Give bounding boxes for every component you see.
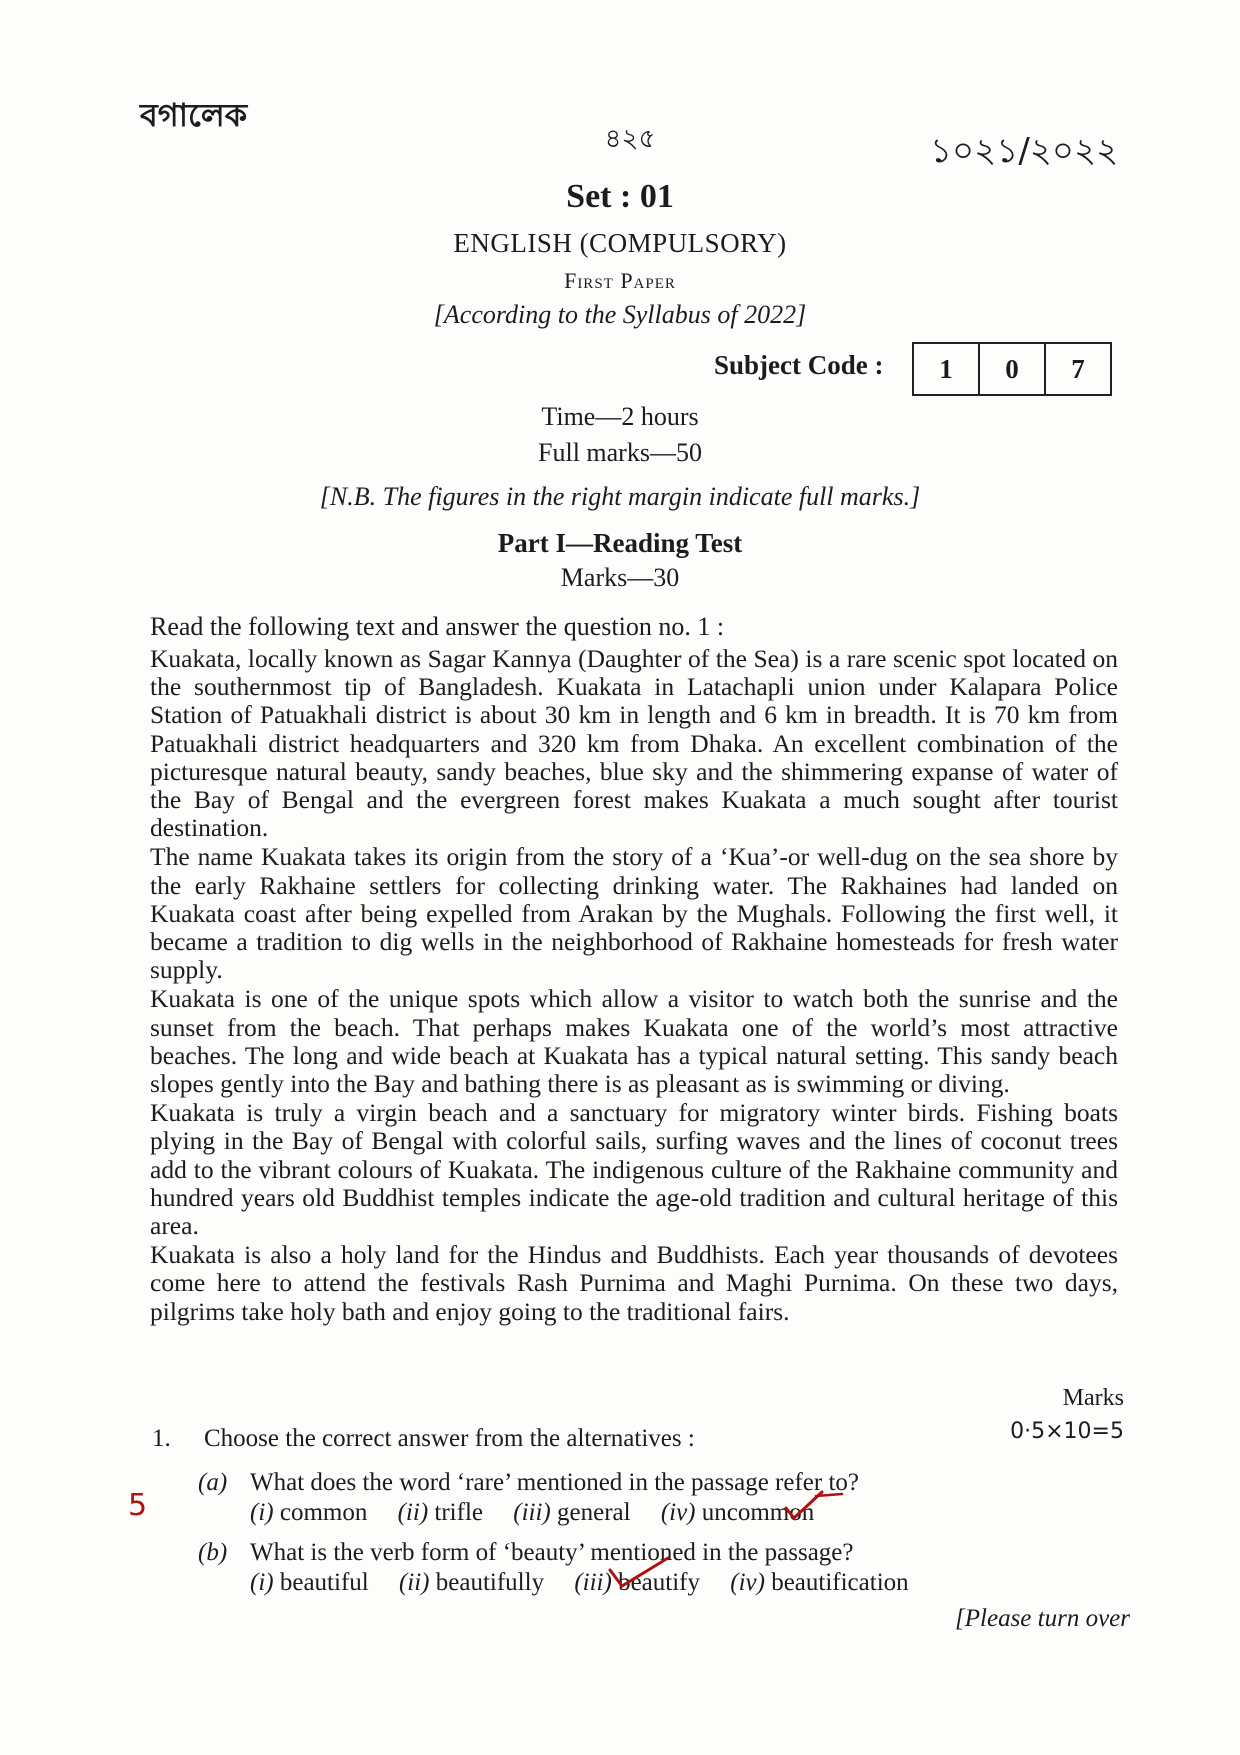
passage-paragraph: Kuakata is one of the unique spots which allow a visitor to watch both the sunrise and the sunset from the beach. That perhaps makes Kuakata one of the world’s most attractive beaches. The long and wide beach at Kuakata has a typical natural setting. This sandy beach slopes gently into the Bay and bathing there is as pleasant as is swimming or diving. — [150, 984, 1118, 1099]
sub-question-label: (b) — [198, 1539, 228, 1566]
exam-code: ১০২১/২০২২ — [930, 131, 1119, 171]
sub-question-text: What does the word ‘rare’ mentioned in the passage refer to? — [250, 1469, 859, 1496]
option-list — [198, 1498, 859, 1528]
part-marks: Marks—30 — [560, 563, 680, 592]
option-1b-ii: (ii) beautifully — [398, 1569, 545, 1596]
option-1b-i: (i) beautiful — [250, 1569, 369, 1596]
check-mark-icon — [782, 1486, 852, 1522]
passage-paragraph: The name Kuakata takes its origin from the story of a ‘Kua’-or well-dug on the sea shore by the early Rakhaine settlers for collecting drinking water. The Rakhaines had landed on Kuakata coast after being expelled from Arakan by the Mughals. Following the first well, it became a tradition to dig wells in the neighborhood of Rakhaine homesteads for fresh water supply. — [150, 842, 1118, 985]
subject-title: ENGLISH (COMPULSORY) — [453, 228, 787, 258]
question-1b — [198, 1538, 933, 1598]
exam-time: Time—2 hours — [541, 402, 699, 431]
check-mark-icon — [606, 1554, 676, 1592]
handwritten-score: 5 — [128, 1488, 148, 1523]
turn-over-note: [Please turn over — [955, 1605, 1130, 1632]
syllabus-note: [According to the Syllabus of 2022] — [433, 300, 807, 329]
passage-paragraph: Kuakata, locally known as Sagar Kannya (Daughter of the Sea) is a rare scenic spot located on the southernmost tip of Bangladesh. Kuakata in Latachapli union under Kalapara Police Station of Patuakhali district is about 30 km in length and 6 km in breadth. It is 70 km from Patuakhali district headquarters and 320 km from Dhaka. An excellent combination of the picturesque natural beauty, sandy beaches, blue sky and the shimmering expanse of water of the Bay of Bengal and the evergreen forest makes Kuakata a much sought after tourist destination. — [150, 644, 1118, 843]
passage-paragraph: Kuakata is truly a virgin beach and a sanctuary for migratory winter birds. Fishing boats plying in the Bay of Bengal with colorful sails, surfing waves and the lines of coconut trees add to the vibrant colours of Kuakata. The indigenous culture of the Rakhaine community and hundred years old Buddhist temples indicate the age-old tradition and cultural heritage of this area. — [150, 1098, 1118, 1241]
option-1b-iii: (iii) beautify — [574, 1569, 700, 1596]
option-1a-iv: (iv) uncommon — [660, 1499, 815, 1526]
marks-note: [N.B. The figures in the right margin indicate full marks.] — [319, 482, 921, 511]
question-text: Choose the correct answer from the alternatives : — [204, 1425, 695, 1452]
marks-calculation: 0·5×10=5 — [1010, 1419, 1124, 1444]
question-number: 1. — [152, 1425, 171, 1452]
option-1a-ii: (ii) trifle — [397, 1499, 483, 1526]
subject-code-digit: 1 — [914, 344, 980, 394]
reading-passage — [150, 645, 1118, 1327]
paper-title: First Paper — [564, 268, 676, 293]
option-1a-iii: (iii) general — [513, 1499, 631, 1526]
full-marks: Full marks—50 — [538, 438, 702, 467]
page-number: ৪২৫ — [604, 124, 656, 154]
question-1a — [198, 1468, 859, 1528]
option-1b-iv: (iv) beautification — [730, 1569, 909, 1596]
passage-paragraph: Kuakata is also a holy land for the Hindus and Buddhists. Each year thousands of devotees come here to attend the festivals Rash Purnima and Maghi Purnima. On these two days, pilgrims take holy bath and enjoy going to the traditional fairs. — [150, 1240, 1118, 1326]
board-name: বগালেক — [140, 96, 248, 134]
option-1a-i: (i) common — [250, 1499, 368, 1526]
subject-code-digit: 0 — [980, 344, 1046, 394]
subject-code-label: Subject Code : — [714, 350, 884, 380]
subject-code-digit: 7 — [1071, 353, 1085, 384]
sub-question-text: What is the verb form of ‘beauty’ mentioned in the passage? — [250, 1539, 854, 1566]
marks-column-label: Marks — [1062, 1385, 1124, 1411]
set-number: Set : 01 — [566, 178, 674, 215]
sub-question-label: (a) — [198, 1469, 228, 1496]
option-list — [198, 1568, 933, 1598]
subject-code-boxes — [912, 342, 1112, 396]
part-title: Part I—Reading Test — [497, 528, 743, 558]
reading-instruction: Read the following text and answer the question no. 1 : — [150, 612, 725, 641]
question-1 — [152, 1425, 695, 1453]
